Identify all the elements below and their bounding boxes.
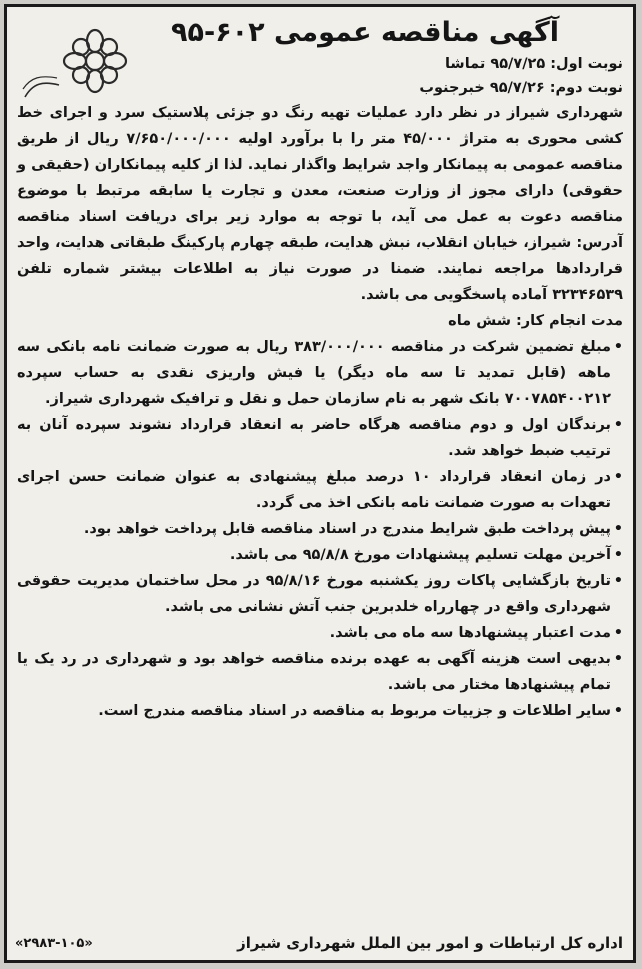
notice-code: «۲۹۸۳-۱۰۵» bbox=[15, 935, 93, 951]
term-validity: • مدت اعتبار پیشنهادها سه ماه می باشد. bbox=[17, 620, 623, 646]
term-ad-cost: • بدیهی است هزینه آگهی به عهده برنده مناقصه خواهد بود و شهرداری در رد یک یا تمام پیشنهادها مختار می باشد. bbox=[17, 646, 623, 698]
term-opening-date: • تاریخ بازگشایی پاکات روز یکشنبه مورخ ۹۵/۸/۱۶ در محل ساختمان مدیریت حقوقی شهرداری واقع در چهارراه خلدبرین جنب آتش نشانی می باشد. bbox=[17, 568, 623, 620]
term-performance-bond: • در زمان انعقاد قرارداد ۱۰ درصد مبلغ پیشنهادی به عنوان ضمانت حسن اجرای تعهدات به صورت ضمانت نامه بانکی اخذ می گردد. bbox=[17, 464, 623, 516]
notice-body: شهرداری شیراز در نظر دارد عملیات تهیه رنگ دو جزئی پلاستیک سرد و اجرای خط کشی محوری به متراژ ۴۵/۰۰۰ متر را با برآورد اولیه ۷/۶۵۰/۰۰۰/۰۰۰ ریال از طریق مناقصه عمومی به پیمانکار واجد شرایط واگذار نماید. لذا از کلیه پیمانکاران (حقیقی و حقوقی) دارای مجوز از وزارت صنعت، معدن و تجارت یا سابقه مرتبط با موضوع مناقصه دعوت به عمل می آید، با توجه به موارد زیر برای دریافت اسناد مناقصه آدرس: شیراز، خیابان انقلاب، نبش هدایت، طبقه چهارم پارکینگ طبقاتی هدایت، واحد قراردادها مراجعه نمایند. ضمنا در صورت نیاز به اطلاعات بیشتر شماره تلفن ۳۲۳۴۶۵۳۹ آماده پاسخگویی می باشد. bbox=[17, 105, 623, 303]
term-winners: • برندگان اول و دوم مناقصه هرگاه حاضر به انعقاد قرارداد نشوند سپرده آنان به ترتیب ضبط خواهد شد. bbox=[17, 412, 623, 464]
notice-title: آگهی مناقصه عمومی ۶۰۲-۹۵ bbox=[171, 17, 559, 48]
term-guarantee: • مبلغ تضمین شرکت در مناقصه ۳۸۳/۰۰۰/۰۰۰ ریال به صورت ضمانت نامه بانکی سه ماهه (قابل تمدید تا سه ماه دیگر) یا فیش واریزی نقدی به حساب سپرده ۷۰۰۷۸۵۴۰۰۲۱۲ بانک شهر به نام سازمان حمل و نقل و ترافیک شهرداری شیراز. bbox=[17, 334, 623, 412]
issuer-name: اداره کل ارتباطات و امور بین الملل شهرداری شیراز bbox=[237, 934, 623, 952]
term-deadline: • آخرین مهلت تسلیم پیشنهادات مورخ ۹۵/۸/۸ می باشد. bbox=[17, 542, 623, 568]
round-second: نوبت دوم: ۹۵/۷/۲۶ خبرجنوب bbox=[419, 80, 623, 96]
tender-notice bbox=[4, 4, 636, 963]
term-prepayment: • پیش پرداخت طبق شرایط مندرج در اسناد مناقصه قابل پرداخت خواهد بود. bbox=[17, 516, 623, 542]
term-other-info: • سایر اطلاعات و جزییات مربوط به مناقصه در اسناد مناقصه مندرج است. bbox=[17, 698, 623, 724]
shiraz-municipality-logo-icon bbox=[19, 23, 131, 103]
notice-footer bbox=[15, 934, 623, 952]
round-first: نوبت اول: ۹۵/۷/۲۵ تماشا bbox=[444, 56, 623, 72]
terms-list bbox=[17, 334, 623, 724]
work-duration: مدت انجام کار: شش ماه bbox=[448, 313, 623, 329]
